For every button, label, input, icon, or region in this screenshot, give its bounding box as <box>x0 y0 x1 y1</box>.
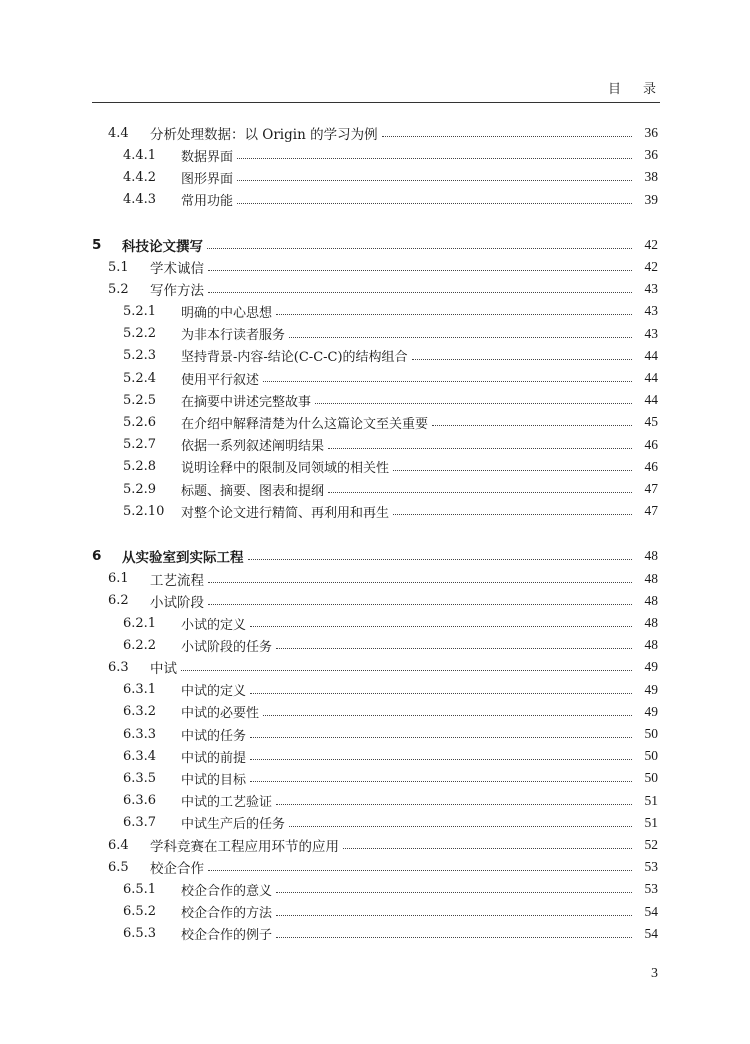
toc-dot-leader <box>276 313 632 315</box>
toc-entry-number: 6.2.1 <box>123 615 157 631</box>
toc-entry-number: 5.2.9 <box>123 481 157 497</box>
header-title: 目录 <box>607 82 678 97</box>
toc-dot-leader <box>208 291 632 293</box>
toc-entry-number: 6.5.1 <box>123 881 157 897</box>
toc-dot-leader <box>263 714 632 716</box>
toc-entry-number: 5.2.1 <box>123 303 157 319</box>
toc-entry-title: 明确的中心思想 <box>181 305 273 321</box>
toc-entry-number: 5.2.5 <box>123 392 157 408</box>
toc-entry-title: 标题、摘要、图表和提纲 <box>181 483 325 499</box>
toc-entry <box>123 701 658 723</box>
toc-entry <box>123 634 658 656</box>
toc-entry-page: 50 <box>644 726 658 741</box>
toc-dot-leader <box>382 135 632 137</box>
toc-entry-page: 54 <box>644 925 658 941</box>
toc-entry-number: 5.2.6 <box>123 414 157 430</box>
toc-dot-leader <box>315 402 632 404</box>
toc-entry-page: 46 <box>644 458 658 474</box>
toc-entry-title: 对整个论文进行精简、再利用和再生 <box>181 505 390 521</box>
toc-entry-page: 47 <box>644 503 658 519</box>
toc-entry-title: 学科竞赛在工程应用环节的应用 <box>150 839 339 855</box>
toc-entry-title: 小试阶段的任务 <box>181 639 273 655</box>
toc-entry <box>123 189 658 211</box>
toc-entry-title: 说明诠释中的限制及同领域的相关性 <box>181 461 390 477</box>
toc-entry-title: 中试的工艺验证 <box>181 795 273 811</box>
toc-entry <box>108 122 658 144</box>
toc-dot-leader <box>248 558 633 560</box>
toc-dot-leader <box>208 869 632 871</box>
toc-entry <box>123 345 658 367</box>
toc-entry <box>123 434 658 456</box>
toc-entry-title: 学术诚信 <box>150 261 204 277</box>
toc-entry-title: 中试 <box>150 661 177 678</box>
toc-entry-page: 43 <box>644 303 658 319</box>
toc-entry-number: 6.3.5 <box>123 770 157 786</box>
toc-entry-number: 6.2 <box>108 593 129 609</box>
toc-entry-number: 5.2.2 <box>123 326 157 342</box>
toc-entry-title: 在摘要中讲述完整故事 <box>181 394 312 410</box>
toc-entry <box>108 856 658 878</box>
toc-dot-leader <box>250 758 632 760</box>
toc-entry-number: 4.4.2 <box>123 169 157 185</box>
toc-dot-leader <box>263 380 632 382</box>
toc-entry-number: 6.3.6 <box>123 793 157 809</box>
toc-entry-page: 47 <box>644 481 658 496</box>
toc-entry-title: 校企合作的例子 <box>181 928 273 944</box>
toc-entry-number: 5.2.10 <box>123 503 165 519</box>
header-rule <box>92 102 660 103</box>
toc-entry-title: 依据一系列叙述阐明结果 <box>181 439 325 455</box>
toc-entry-page: 53 <box>644 859 658 875</box>
toc-entry-title: 中试的目标 <box>181 772 247 788</box>
toc-entry-title: 中试的任务 <box>181 728 247 744</box>
toc-dot-leader <box>393 469 632 471</box>
toc-entry-number: 6.3.7 <box>123 815 157 831</box>
toc-entry-number: 5.2.4 <box>123 370 157 386</box>
toc-entry-title: 从实验室到实际工程 <box>122 550 244 567</box>
toc-entry-number: 5.2 <box>108 281 129 297</box>
toc-entry <box>108 278 658 300</box>
toc-entry <box>108 590 658 612</box>
toc-dot-leader <box>276 647 632 649</box>
toc-entry-page: 48 <box>644 592 658 608</box>
toc-entry-number: 6.5 <box>108 859 129 875</box>
toc-dot-leader <box>289 825 632 827</box>
toc-dot-leader <box>237 157 632 159</box>
toc-dot-leader <box>328 491 632 493</box>
toc-entry-number: 6.2.2 <box>123 637 157 653</box>
toc-entry-title: 校企合作的意义 <box>181 883 273 899</box>
toc-entry <box>123 745 658 767</box>
toc-entry <box>123 790 658 812</box>
toc-entry-page: 51 <box>644 792 658 808</box>
toc-entry <box>123 456 658 478</box>
toc-entry <box>123 901 658 923</box>
toc-entry <box>108 656 658 678</box>
toc-entry-number: 4.4 <box>108 125 129 141</box>
toc-entry <box>108 568 658 590</box>
toc-entry-page: 46 <box>644 436 658 452</box>
toc-entry-number: 6 <box>92 548 102 565</box>
toc-entry-page: 45 <box>644 414 658 430</box>
toc-entry <box>123 300 658 322</box>
toc-entry-page: 42 <box>644 259 658 274</box>
toc-entry-number: 6.5.3 <box>123 926 157 942</box>
toc-dot-leader <box>393 513 632 515</box>
toc-entry <box>123 878 658 900</box>
toc-entry-title: 中试生产后的任务 <box>181 817 286 833</box>
toc-entry-title: 常用功能 <box>181 194 234 210</box>
toc-dot-leader <box>250 736 632 738</box>
page-number: 3 <box>651 966 658 981</box>
toc-dot-leader <box>208 603 632 605</box>
toc-entry-number: 5.2.7 <box>123 437 157 453</box>
toc-entry-title: 校企合作的方法 <box>181 906 273 922</box>
toc-dot-leader <box>276 891 632 893</box>
toc-entry-title: 在介绍中解释清楚为什么这篇论文至关重要 <box>181 416 429 432</box>
toc-entry-page: 49 <box>644 681 658 697</box>
toc-entry-title: 为非本行读者服务 <box>181 328 286 344</box>
toc-entry <box>123 478 658 500</box>
toc-dot-leader <box>276 803 632 805</box>
toc-entry-page: 36 <box>644 147 658 163</box>
toc-entry-title: 使用平行叙述 <box>181 372 260 388</box>
toc-entry-page: 36 <box>644 125 658 140</box>
toc-entry-title: 中试的定义 <box>181 684 247 700</box>
toc-entry-number: 4.4.1 <box>123 147 157 163</box>
toc-entry-number: 6.4 <box>108 837 129 853</box>
toc-entry-page: 48 <box>644 615 658 630</box>
toc-entry <box>123 144 658 166</box>
toc-entry <box>123 166 658 188</box>
toc-entry <box>123 389 658 411</box>
toc-entry-page: 52 <box>644 837 658 852</box>
toc-entry <box>123 723 658 745</box>
toc-entry-title: 工艺流程 <box>150 572 204 589</box>
toc-entry-number: 5.2.3 <box>123 348 157 364</box>
toc-dot-leader <box>328 447 632 449</box>
toc-entry-page: 48 <box>644 570 658 586</box>
toc-dot-leader <box>250 692 632 694</box>
toc-entry-page: 39 <box>644 191 658 207</box>
toc-entry-page: 48 <box>644 637 658 653</box>
toc-entry-title: 小试阶段 <box>150 594 204 611</box>
toc-entry-title: 写作方法 <box>150 283 204 300</box>
toc-dot-leader <box>208 581 632 583</box>
toc-entry-page: 50 <box>644 770 658 786</box>
toc-dot-leader <box>250 780 632 782</box>
toc-entry <box>123 612 658 634</box>
toc-entry-page: 54 <box>644 903 658 919</box>
toc-entry-title: 坚持背景-内容-结论(C-C-C)的结构组合 <box>181 350 408 366</box>
toc-dot-leader <box>276 936 632 938</box>
toc-entry <box>123 367 658 389</box>
toc-entry-page: 49 <box>644 659 658 675</box>
toc-entry <box>123 767 658 789</box>
toc-entry-page: 38 <box>644 169 658 185</box>
toc-entry-page: 43 <box>644 281 658 297</box>
toc-dot-leader <box>237 179 632 181</box>
toc-entry-number: 6.5.2 <box>123 904 157 920</box>
toc-dot-leader <box>276 914 632 916</box>
toc-entry-title: 校企合作 <box>150 861 204 878</box>
toc-dot-leader <box>412 358 632 360</box>
toc-entry <box>123 812 658 834</box>
toc-entry-page: 50 <box>644 748 658 764</box>
toc-entry-title: 中试的前提 <box>181 750 247 766</box>
toc-entry <box>92 545 658 567</box>
toc-entry-number: 6.3.2 <box>123 704 157 720</box>
toc-entry-title: 科技论文撰写 <box>122 238 203 255</box>
toc-entry-page: 44 <box>644 370 658 385</box>
toc-entry-number: 6.3.4 <box>123 748 157 764</box>
toc-entry <box>123 923 658 945</box>
toc-entry-page: 44 <box>644 392 658 408</box>
toc-entry <box>108 834 658 856</box>
toc-entry <box>123 679 658 701</box>
toc-entry <box>92 234 658 256</box>
toc-entry-title: 中试的必要性 <box>181 706 260 722</box>
page-header <box>92 78 678 100</box>
toc-entry-page: 48 <box>644 548 658 564</box>
toc-entry-title: 数据界面 <box>181 149 234 165</box>
toc-dot-leader <box>250 625 632 627</box>
toc-dot-leader <box>208 269 632 271</box>
toc-entry <box>123 411 658 433</box>
toc-entry <box>108 256 658 278</box>
toc-entry-page: 51 <box>644 814 658 830</box>
toc-entry-number: 5.1 <box>108 259 129 275</box>
toc-entry-number: 6.3 <box>108 659 129 675</box>
toc-entry-number: 6.3.3 <box>123 726 157 742</box>
toc-dot-leader <box>237 202 632 204</box>
toc-entry-page: 44 <box>644 347 658 363</box>
toc-entry-number: 6.3.1 <box>123 682 157 698</box>
toc-dot-leader <box>343 847 632 849</box>
toc-dot-leader <box>181 669 632 671</box>
toc-entry-title: 小试的定义 <box>181 617 247 633</box>
toc-entry-title: 分析处理数据：以 Origin 的学习为例 <box>150 127 378 143</box>
toc-entry <box>123 323 658 345</box>
toc-entry-page: 49 <box>644 703 658 719</box>
toc-dot-leader <box>432 424 632 426</box>
toc-entry-page: 43 <box>644 325 658 341</box>
toc-entry-number: 4.4.3 <box>123 192 157 208</box>
toc-entry-number: 5.2.8 <box>123 459 157 475</box>
toc-entry-page: 53 <box>644 881 658 897</box>
toc-entry-number: 6.1 <box>108 571 129 587</box>
toc-entry-title: 图形界面 <box>181 171 234 187</box>
toc-entry-page: 42 <box>644 236 658 252</box>
toc-entry <box>123 500 658 522</box>
toc-dot-leader <box>289 336 632 338</box>
toc-entry-number: 5 <box>92 236 102 253</box>
toc-dot-leader <box>207 247 632 249</box>
